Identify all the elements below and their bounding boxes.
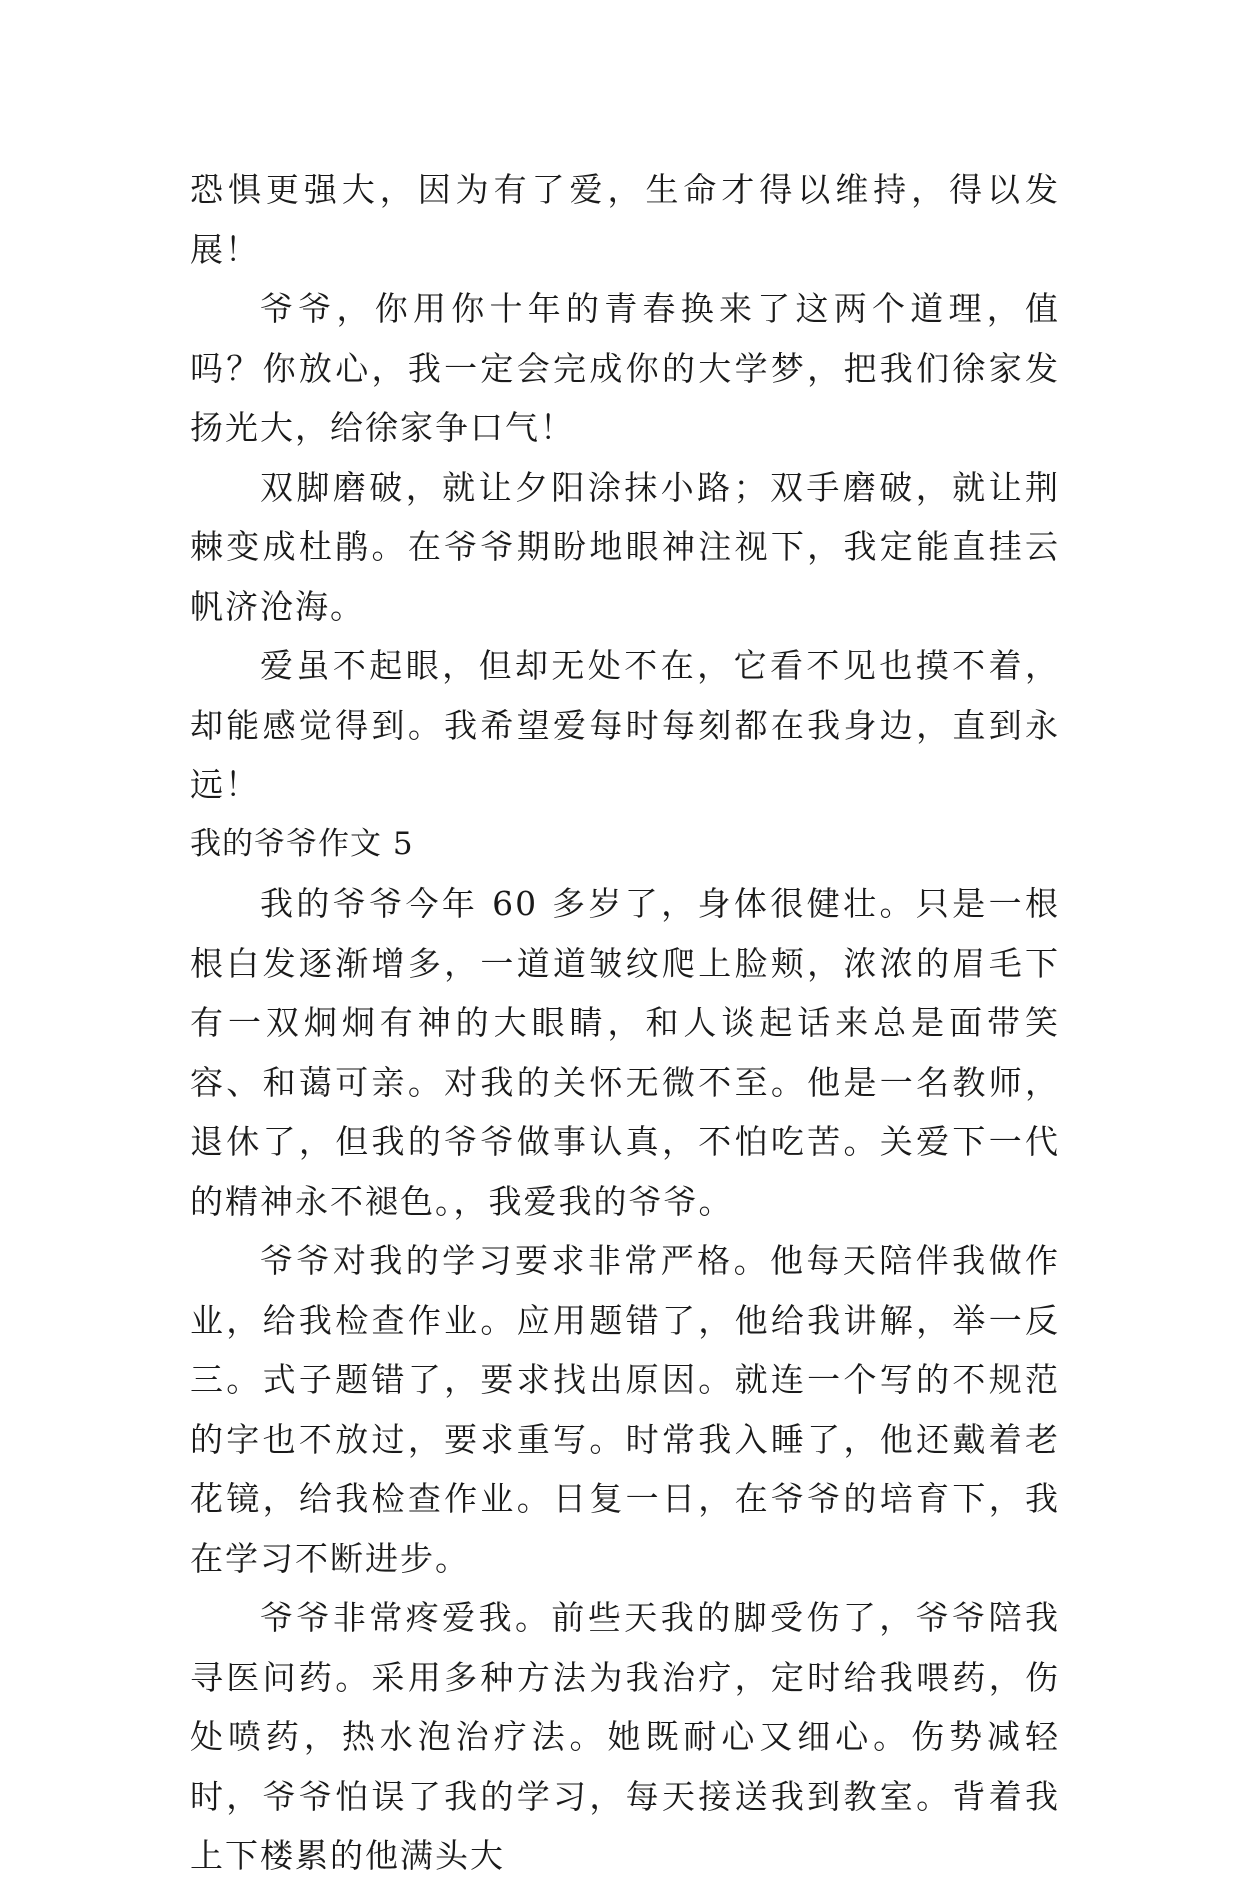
section-heading: 我的爷爷作文 5: [190, 825, 414, 862]
paragraph: 爷爷，你用你十年的青春换来了这两个道理，值吗？你放心，我一定会完成你的大学梦，把我们徐家发扬光大，给徐家争口气！: [190, 289, 1060, 447]
paragraph: 爱虽不起眼，但却无处不在，它看不见也摸不着，却能感觉得到。我希望爱每时每刻都在我身边，直到永远！: [190, 646, 1060, 804]
paragraph: 双脚磨破，就让夕阳涂抹小路；双手磨破，就让荆棘变成杜鹃。在爷爷期盼地眼神注视下，我定能直挂云帆济沧海。: [190, 467, 1060, 626]
paragraph: 爷爷非常疼爱我。前些天我的脚受伤了，爷爷陪我寻医问药。采用多种方法为我治疗，定时给我喂药，伤处喷药，热水泡治疗法。她既耐心又细心。伤势减轻时，爷爷怕误了我的学习，每天接送我到教室。背着我上下楼累的他满头大: [190, 1598, 1060, 1875]
document-body: [190, 160, 1060, 1886]
paragraph: 我的爷爷今年 60 多岁了，身体很健壮。只是一根根白发逐渐增多，一道道皱纹爬上脸颊，浓浓的眉毛下有一双炯炯有神的大眼睛，和人谈起话来总是面带笑容、和蔼可亲。对我的关怀无微不至。他是一名教师，退休了，但我的爷爷做事认真，不怕吃苦。关爱下一代的精神永不褪色。，我爱我的爷爷。: [190, 884, 1060, 1221]
paragraph: 爷爷对我的学习要求非常严格。他每天陪伴我做作业，给我检查作业。应用题错了，他给我讲解，举一反三。式子题错了，要求找出原因。就连一个写的不规范的字也不放过，要求重写。时常我入睡了，他还戴着老花镜，给我检查作业。日复一日，在爷爷的培育下，我在学习不断进步。: [190, 1241, 1060, 1578]
paragraph-continuation: 恐惧更强大，因为有了爱，生命才得以维持，得以发展！: [190, 170, 1060, 269]
